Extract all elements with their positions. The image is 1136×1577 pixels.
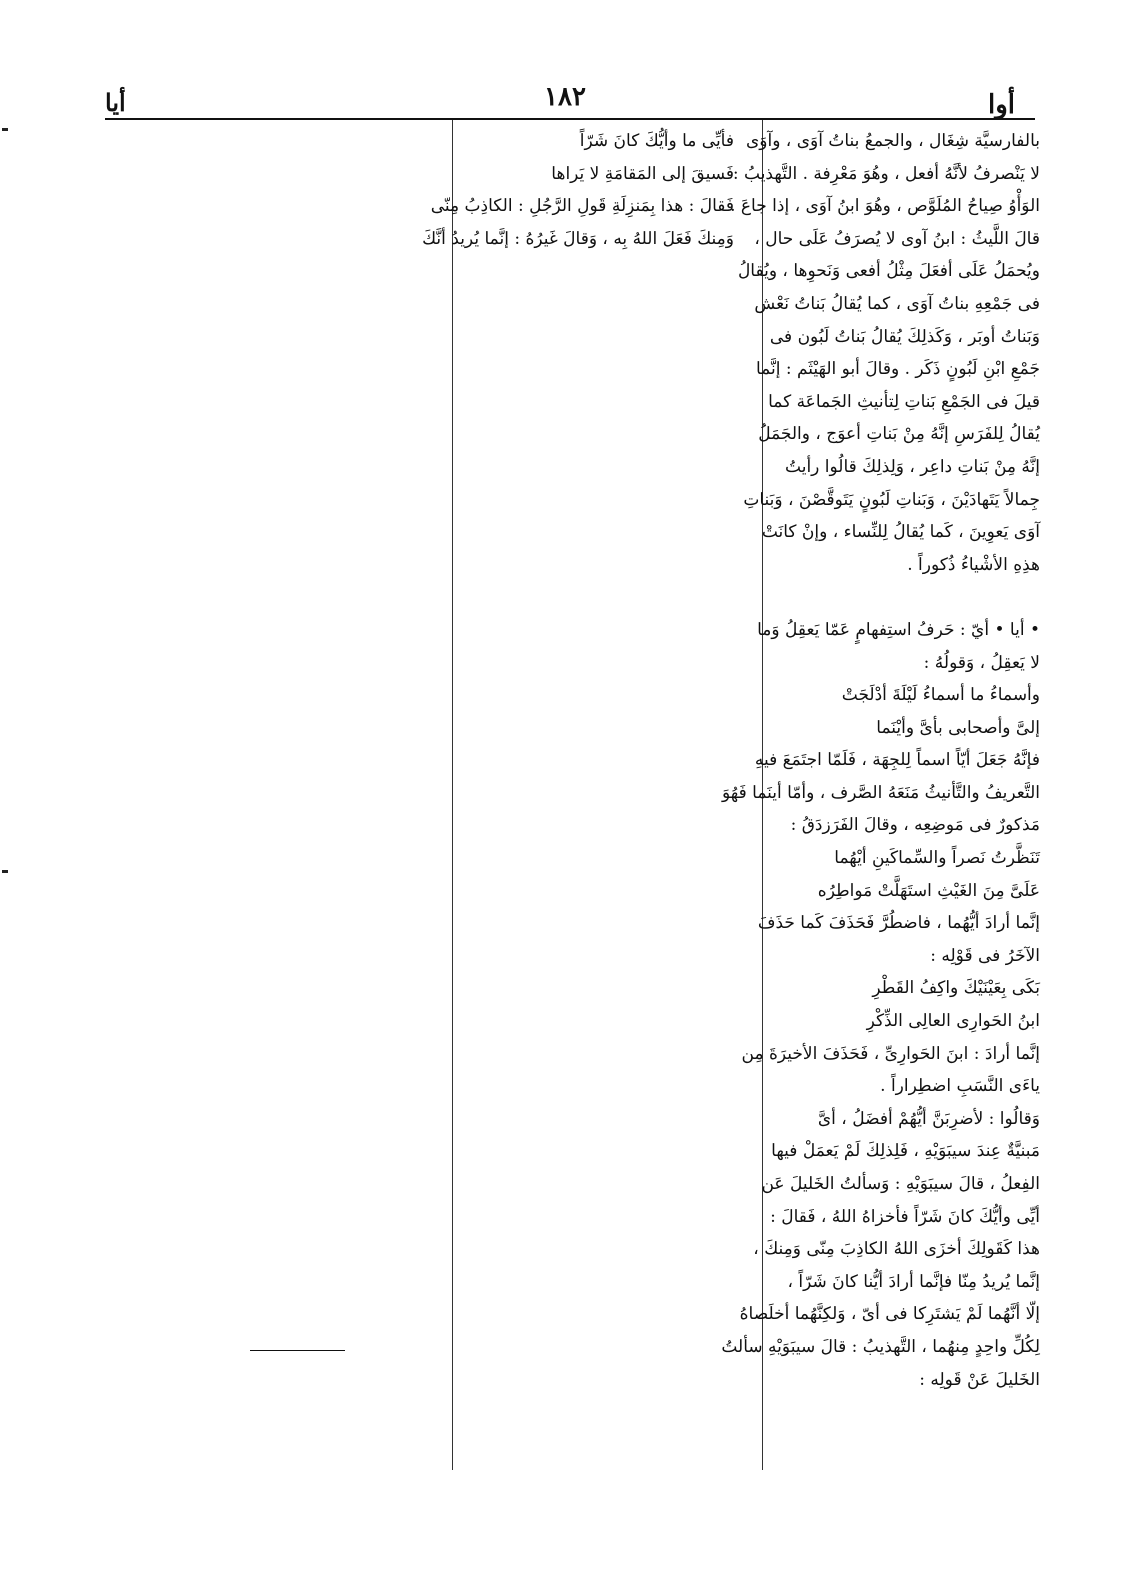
column-right xyxy=(721,125,1040,1396)
text-line xyxy=(462,581,734,614)
text-line xyxy=(462,842,734,875)
text-line: الآخَرُ فى قَوْلِه : xyxy=(930,945,1040,966)
text-line: التَّعريفُ والتَّأنيثُ مَنَعَهُ الصَّرف ، وأمّا أينَما فَهُوَ xyxy=(722,782,1040,803)
text-line: تَنَظَّرتُ نَصراً والسِّماكَينِ أيْهُما xyxy=(834,848,1040,869)
margin-mark xyxy=(2,128,8,131)
text-line: بالفارسيَّة شِغَال ، والجمعُ بناتُ آوَى ، وآوَى xyxy=(745,131,1040,151)
text-line xyxy=(462,1201,734,1234)
text-line xyxy=(462,288,734,321)
text-line: عَلَىَّ مِنَ الغَيْثِ استَهَلَّتْ مَواطِرُه xyxy=(817,880,1040,901)
text-line: إنَّما أرادَ أيُّهُما ، فاضطُرَّ فَحَذَفَ كَما حَذَفَ xyxy=(757,913,1040,934)
text-line: • أيا • أيّ : حَرفُ استِفهامٍ عَمّا يَعقِلُ وَما xyxy=(757,619,1040,640)
text-line xyxy=(107,190,431,223)
column-middle xyxy=(422,125,734,1527)
text-line xyxy=(462,1298,734,1331)
text-line xyxy=(107,940,431,973)
text-line xyxy=(462,1070,734,1103)
text-line: الوَأْوُ صِياحُ المُلَوَّص ، وهُوَ ابنُ آوَى ، إذا جاعَ . xyxy=(730,196,1040,217)
text-line: وَبَناتُ أوبَر ، وَكَذلِكَ يُقالُ بَناتُ لَبُون فى xyxy=(769,326,1040,347)
text-line xyxy=(462,549,734,582)
text-line xyxy=(107,125,431,158)
text-line: ياءَى النَّسَبِ اضطِراراً . xyxy=(880,1076,1040,1097)
text-line xyxy=(462,484,734,517)
text-line xyxy=(107,679,431,712)
text-line xyxy=(107,321,431,354)
text-line: الفِعلُ ، قالَ سيبَوَيْهِ : وَسألتُ الخَليلَ عَن xyxy=(761,1174,1040,1194)
text-line: جِمالاً يَتَهادَيْنَ ، وَبَناتِ لَبُونٍ يَتَوقَّصْنَ ، وَبَناتِ xyxy=(743,489,1040,510)
text-line xyxy=(107,972,431,1005)
margin-mark xyxy=(2,870,8,873)
text-line xyxy=(107,288,431,321)
headword-right: أوا xyxy=(987,90,1015,120)
text-line xyxy=(107,1135,431,1168)
text-line xyxy=(462,353,734,386)
text-line: ويُحمَلُ عَلَى أفعَلَ مِثْلُ أفعى وَنَحوِها ، ويُقالُ xyxy=(737,261,1040,282)
text-line: إلىَّ وأصحابى بأىَّ وأيْنَما xyxy=(876,717,1040,738)
text-line xyxy=(462,1396,734,1429)
text-line: وأسماءُ ما أسماءُ لَيْلَةَ أدْلَجَتْ xyxy=(841,685,1040,706)
text-line: جَمْعِ ابْنِ لَبُونٍ ذَكَر . وقالَ أبو الهَيْثَم : إنَّما xyxy=(755,359,1040,380)
text-line xyxy=(107,1298,431,1331)
text-line: مَبنيَّةٌ عِندَ سيبَوَيْهِ ، فَلِذلِكَ لَمْ يَعمَلْ فيها xyxy=(771,1141,1040,1162)
text-line xyxy=(107,353,431,386)
text-line xyxy=(462,1233,734,1266)
text-line xyxy=(462,1168,734,1201)
text-line xyxy=(107,418,431,451)
text-line: لا يَعقِلُ ، وَقولُهُ : xyxy=(923,652,1040,673)
text-line: لِكُلِّ واحِدٍ مِنهُما ، التَّهذيبُ : قالَ سيبَوَيْهِ سألتُ xyxy=(721,1336,1040,1357)
text-line xyxy=(107,549,431,582)
text-line: فى جَمْعِهِ بناتُ آوَى ، كما يُقالُ بَناتُ نَعْش xyxy=(754,293,1040,314)
text-line xyxy=(462,1005,734,1038)
footnote-rule xyxy=(250,1350,345,1351)
text-line xyxy=(462,386,734,419)
text-line xyxy=(107,777,431,810)
text-line xyxy=(107,386,431,419)
text-line xyxy=(107,842,431,875)
text-line xyxy=(107,1070,431,1103)
text-line xyxy=(462,1266,734,1299)
text-line xyxy=(107,1103,431,1136)
text-line xyxy=(462,809,734,842)
text-line xyxy=(462,1038,734,1071)
text-line: آوَى يَعوِينَ ، كَما يُقالُ لِلنِّساء ، وإنْ كانَتْ xyxy=(761,522,1040,543)
text-line xyxy=(462,614,734,647)
text-line: ابنُ الحَوارِى العالِى الذِّكْرِ xyxy=(866,1011,1040,1032)
page-number: ١٨٢ xyxy=(544,82,586,112)
text-line xyxy=(462,679,734,712)
text-line xyxy=(462,1103,734,1136)
text-line xyxy=(462,1364,734,1397)
text-line: الخَليلَ عَنْ قَولِه : xyxy=(919,1369,1040,1390)
text-line xyxy=(462,255,734,288)
text-line: إلّا أنَّهُما لَمْ يَشتَرِكا فى أىّ ، وَلكِنَّهُما أخلَصاهُ xyxy=(739,1304,1040,1325)
text-line xyxy=(107,158,431,191)
text-line xyxy=(107,1266,431,1299)
text-line xyxy=(462,1135,734,1168)
text-line: إنَّما أرادَ : ابنَ الحَوارِىِّ ، فَحَذَفَ الأخيرَةَ مِن xyxy=(741,1043,1040,1064)
text-line: هذِهِ الأشْياءُ ذُكوراً . xyxy=(907,554,1040,575)
text-line xyxy=(462,777,734,810)
column-divider xyxy=(452,120,453,1470)
text-line: هذا كَقَولِكَ أخزَى اللهُ الكاذِبَ مِنّى وَمِنكَ ، xyxy=(753,1239,1040,1260)
text-line xyxy=(462,940,734,973)
text-line xyxy=(462,451,734,484)
text-line xyxy=(462,1429,734,1462)
text-line xyxy=(107,712,431,745)
text-line xyxy=(107,255,431,288)
text-line xyxy=(462,1494,734,1527)
header-rule xyxy=(105,118,1035,120)
text-line xyxy=(462,972,734,1005)
text-line xyxy=(462,875,734,908)
text-line xyxy=(107,875,431,908)
text-line xyxy=(107,484,431,517)
text-line: إنَّما يُريدُ مِنّا فإنَّما أرادَ أيُّنا كانَ شَرّاً ، xyxy=(787,1271,1040,1292)
text-line xyxy=(462,907,734,940)
text-line: يُقالُ لِلفَرَسِ إنَّهُ مِنْ بَناتِ أعوَج ، والجَمَلُ xyxy=(758,424,1040,445)
text-line: مَذكورٌ فى مَوضِعِه ، وقالَ الفَرَزدَقُ : xyxy=(790,815,1040,836)
text-line xyxy=(462,712,734,745)
text-line xyxy=(107,516,431,549)
text-line xyxy=(462,647,734,680)
text-line xyxy=(107,907,431,940)
text-line: فأيِّى ما وأيُّكَ كانَ شَرّاً xyxy=(579,131,734,151)
text-line xyxy=(107,1201,431,1234)
text-line: وَمِنكَ فَعَلَ اللهُ بِه ، وَقالَ غَيرُهُ : إنَّما يُريدُ أنَّكَ xyxy=(422,228,734,249)
text-line xyxy=(107,744,431,777)
text-line xyxy=(107,1038,431,1071)
text-line: قالَ اللَّيثُ : ابنُ آوى لا يُصرَفُ عَلَى حال ، xyxy=(754,228,1040,249)
text-line xyxy=(462,418,734,451)
text-line: فَسيقَ إلى المَقامَةِ لا يَراها xyxy=(551,163,734,184)
text-line xyxy=(462,744,734,777)
text-line: بَكَى بِعَيْنَيْكَ واكِفُ القَطْرِ xyxy=(872,978,1040,999)
text-line xyxy=(107,1331,431,1364)
headword-left: أيا xyxy=(105,88,126,117)
text-line: إنَّهُ مِنْ بَناتِ داعِر ، وَلِذلِكَ قالُوا رأيتُ xyxy=(785,456,1040,477)
text-line xyxy=(107,1233,431,1266)
text-line xyxy=(462,1331,734,1364)
text-line xyxy=(462,516,734,549)
text-line xyxy=(107,1168,431,1201)
text-line xyxy=(107,647,431,680)
text-line xyxy=(107,223,431,256)
text-line xyxy=(107,451,431,484)
text-line xyxy=(766,581,1040,614)
text-line xyxy=(107,581,431,614)
text-line: أيِّى وأيُّكَ كانَ شَرّاً فأخزاهُ اللهُ ، فَقالَ : xyxy=(770,1206,1040,1227)
text-line xyxy=(462,321,734,354)
column-left xyxy=(107,125,431,1364)
text-line xyxy=(107,809,431,842)
text-line xyxy=(107,1005,431,1038)
text-line: لا يَنْصرفُ لأنَّهُ أفعل ، وهُوَ مَعْرِفة . التَّهذيبُ : xyxy=(732,163,1040,184)
text-line: قيلَ فى الجَمْعِ بَناتِ لِتأنيثِ الجَماعَة كما xyxy=(768,391,1040,412)
page-header xyxy=(100,60,1030,120)
text-line: فَقالَ : هذا بِمَنزِلَةِ قَولِ الرَّجُلِ : الكاذِبُ مِنّى xyxy=(430,196,734,217)
text-line xyxy=(462,1461,734,1494)
text-line: فإنَّهُ جَعَلَ أيّاً اسماً لِلجِهَة ، فَلَمّا اجتَمَعَ فيهِ xyxy=(754,750,1040,771)
text-line xyxy=(107,614,431,647)
text-line: وَقالُوا : لأضرِبَنَّ أيُّهُمْ أفضَلُ ، أىَّ xyxy=(817,1108,1040,1129)
